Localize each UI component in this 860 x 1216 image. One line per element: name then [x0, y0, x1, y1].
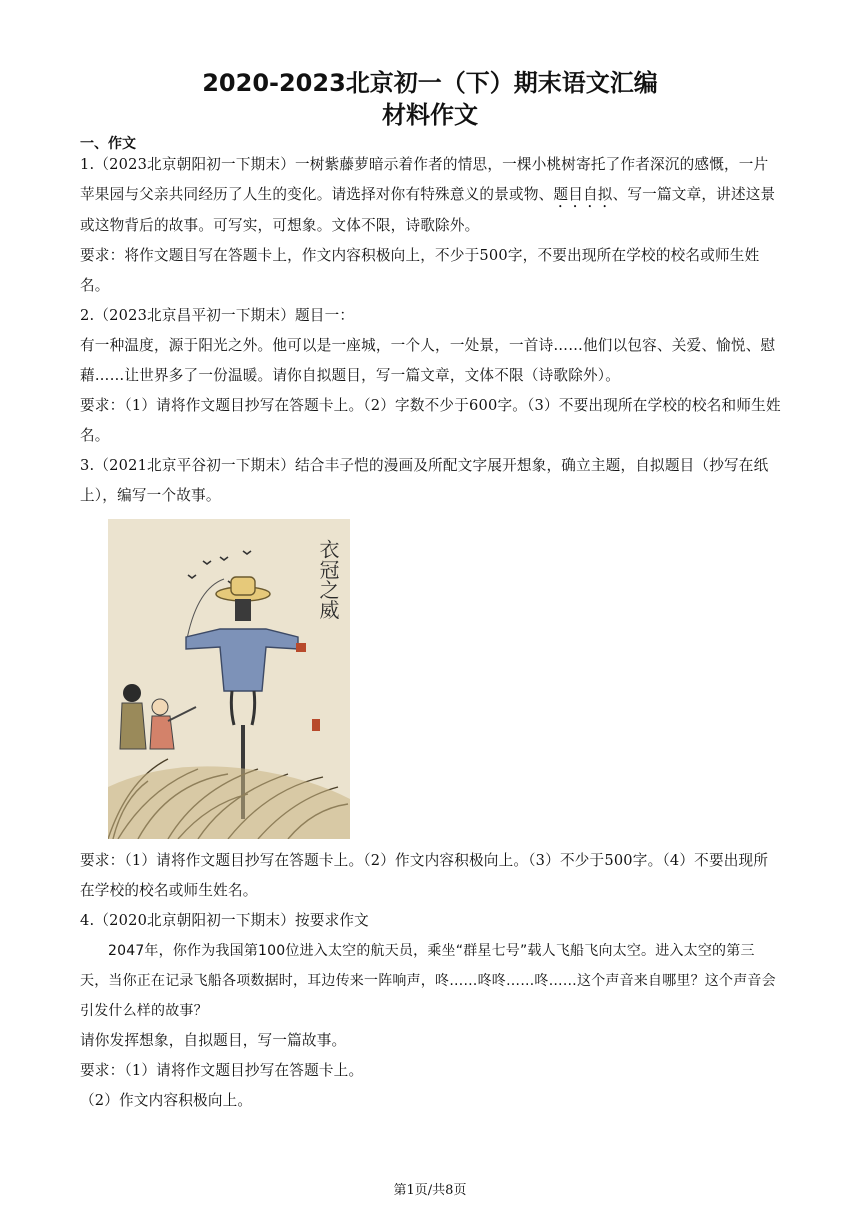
question-1	[80, 150, 782, 241]
question-2-head: 2.（2023北京昌平初一下期末）题目一：	[80, 307, 355, 324]
questions-body	[80, 150, 782, 1116]
hanging-object	[296, 643, 306, 652]
child-body	[150, 716, 174, 749]
question-2-requirement: 要求：（1）请将作文题目抄写在答题卡上。（2）字数不少于600字。（3）不要出现所在学校的校名和师生姓名。	[80, 397, 781, 444]
document-title: 2020-2023北京初一（下）期末语文汇编	[202, 69, 658, 97]
question-4-requirement-1: 要求：（1）请将作文题目抄写在答题卡上。	[80, 1062, 364, 1079]
artist-seal	[312, 719, 320, 731]
section-heading: 一、作文	[80, 136, 136, 152]
q1-text-a: 1.（2023北京朝阳初一下期末）一树紫藤萝暗示着作者的情思，一棵小桃树寄托了作者深沉的感慨，一片苹果园与父亲共同经历了人生的变化。请选择对你有特殊意义的景或物、	[80, 156, 769, 203]
question-4-head: 4.（2020北京朝阳初一下期末）按要求作文	[80, 912, 369, 929]
question-1-requirement: 要求：将作文题目写在答题卡上，作文内容积极向上，不少于500字，不要出现所在学校的校名或师生姓名。	[80, 247, 760, 294]
document-subtitle: 材料作文	[382, 101, 478, 129]
scarecrow-hat-crown	[231, 577, 255, 595]
painting-caption: 衣冠之威	[316, 539, 340, 620]
question-4-requirement-2: （2）作文内容积极向上。	[80, 1092, 253, 1109]
woman-body	[120, 703, 146, 749]
question-3-requirement: 要求：（1）请将作文题目抄写在答题卡上。（2）作文内容积极向上。（3）不少于500字。（4）不要出现所在学校的校名或师生姓名。	[80, 852, 769, 899]
painting-block	[80, 511, 782, 846]
question-4-task: 请你发挥想象，自拟题目，写一篇故事。	[80, 1032, 347, 1049]
feng-zikai-painting	[108, 519, 350, 839]
scarecrow-head	[235, 599, 251, 621]
child-head	[152, 699, 168, 715]
question-3: 3.（2021北京平谷初一下期末）结合丰子恺的漫画及所配文字展开想象，确立主题，自拟题目（抄写在纸上），编写一个故事。	[80, 457, 769, 504]
question-4-material: 2047年，你作为我国第100位进入太空的航天员，乘坐“群星七号”载人飞船飞向太空。进入太空的第三天，当你正在记录飞船各项数据时，耳边传来一阵响声，咚……咚咚……咚……这个声音来自哪里？这个声音会引发什么样的故事？	[80, 943, 776, 1019]
q1-emphasis: 题目自拟	[553, 186, 613, 203]
page-number: 第1页/共8页	[393, 1183, 467, 1198]
woman-head	[123, 684, 141, 702]
q1-text-b: 、写一篇文章，讲述这景或这物背后的故事。可写实，可想象。文体不限，诗歌除外。	[80, 186, 776, 234]
question-2-body: 有一种温度，源于阳光之外。他可以是一座城，一个人，一处景，一首诗……他们以包容、关爱、愉悦、慰藉……让世界多了一份温暖。请你自拟题目，写一篇文章，文体不限（诗歌除外）。	[80, 337, 776, 384]
